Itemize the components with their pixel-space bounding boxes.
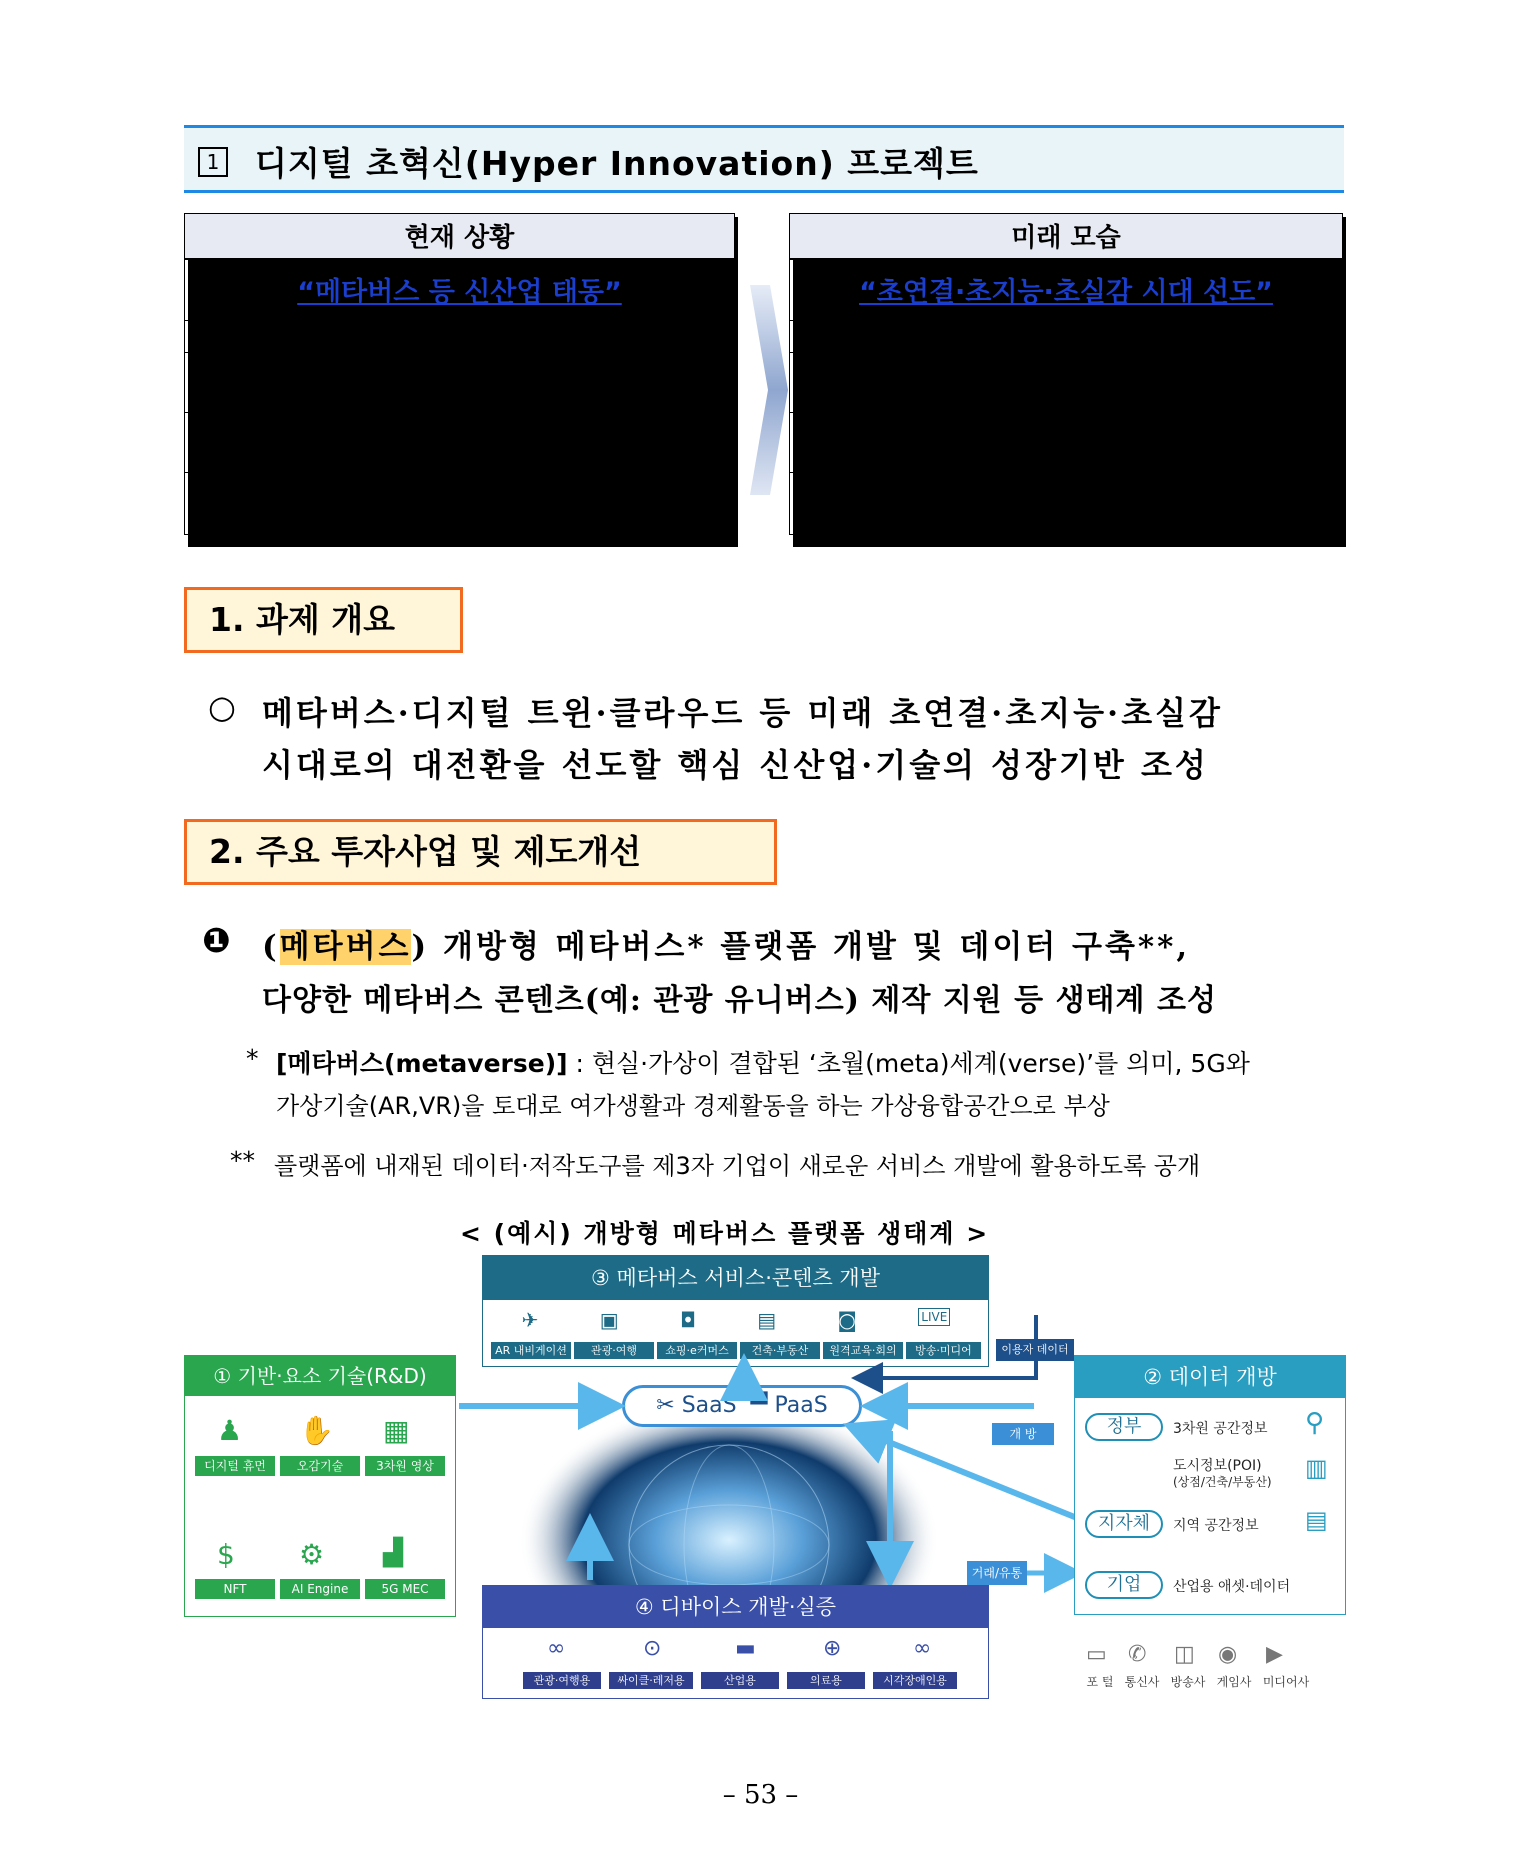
section-heading: 2. 주요 투자사업 및 제도개선 <box>184 819 777 885</box>
city-buildings-icon: ▥ <box>1305 1454 1328 1482</box>
data-item-sub: (상점/건축/부동산) <box>1173 1475 1272 1489</box>
data-item: 지역 공간정보 <box>1173 1518 1259 1534</box>
box-title: ② 데이터 개방 <box>1075 1356 1345 1398</box>
table-cell: 2,500개 <box>381 473 735 535</box>
monitor-icon: ▀ <box>750 1393 768 1418</box>
overview-line: 메타버스·디지털 트윈·클라우드 등 미래 초연결·초지능·초실감 <box>262 694 1223 732</box>
current-status-table <box>184 213 735 535</box>
overview-line: 시대로의 대전환을 선도할 핵심 신산업·기술의 성장기반 조성 <box>262 746 1209 784</box>
table-cell: 400개 <box>1067 413 1343 473</box>
chip: 3차원 영상 <box>365 1456 445 1476</box>
pill-label: 정부 <box>1085 1413 1163 1441</box>
pill-label: 기업 <box>1085 1571 1163 1599</box>
map-icon: ▤ <box>1305 1506 1328 1534</box>
footnote-mark: ** <box>230 1146 255 1175</box>
chip: 오감기술 <box>280 1456 360 1476</box>
box-title: ③ 메타버스 서비스·콘텐츠 개발 <box>483 1256 988 1300</box>
footnote-text: : 현실·가상이 결합된 ‘초월(meta)세계(verse)’를 의미, 5G와 <box>575 1049 1250 1078</box>
row-header: 공공이용 클라우드 서비스 <box>185 413 381 473</box>
game-controller-icon: ◉ <box>1218 1642 1238 1667</box>
table-header: 현재 상황 <box>185 214 735 259</box>
title-number-box: 1 <box>198 147 228 177</box>
row-header: 메타버스 전문기업 <box>185 353 381 413</box>
bullet-marker: ○ <box>208 688 239 726</box>
table-cell: 2,700개 <box>790 473 1067 535</box>
broadcast-icon: ◫ <box>1174 1642 1195 1667</box>
goggles-icon: ⊙ <box>643 1636 662 1661</box>
bottom-label: 미디어사 <box>1262 1675 1310 1689</box>
column-header: 성과지표 <box>185 321 381 353</box>
table-cell: 150개 <box>1067 353 1343 413</box>
device-box <box>482 1585 989 1699</box>
table-cell: 15개 <box>381 413 735 473</box>
luggage-icon: ▣ <box>599 1308 619 1332</box>
nft-coin-icon: $ <box>217 1538 235 1571</box>
chip: 관광·여행 <box>574 1342 654 1359</box>
portal-icon: ▭ <box>1086 1642 1107 1667</box>
chip: 의료용 <box>787 1672 865 1689</box>
chip: 방송·미디어 <box>906 1342 981 1359</box>
table-cell: 150개 <box>790 413 1067 473</box>
ai-engine-icon: ⚙ <box>299 1538 325 1571</box>
box-title: ① 기반·요소 기술(R&D) <box>185 1356 455 1396</box>
item-line: 다양한 메타버스 콘텐츠(예: 관광 유니버스) 제작 지원 등 생태계 조성 <box>262 983 1217 1018</box>
chip: AR 내비게이션 <box>491 1342 571 1359</box>
glasses-icon: ∞ <box>547 1636 566 1661</box>
five-senses-icon: ✋ <box>299 1414 334 1447</box>
phone-icon: ✆ <box>1128 1642 1147 1667</box>
footnote-line: 플랫폼에 내재된 데이터·저작도구를 제3자 기업이 새로운 서비스 개발에 활용하도록 공개 <box>274 1152 1201 1180</box>
vr-headset-icon: ▬ <box>735 1636 756 1661</box>
chip: 시각장애인용 <box>873 1672 957 1689</box>
ecosystem-diagram <box>184 1255 1344 1715</box>
chip: 싸이클·레저용 <box>609 1672 693 1689</box>
3d-video-icon: ▦ <box>383 1414 410 1447</box>
data-item: 산업용 애셋·데이터 <box>1173 1579 1291 1595</box>
column-header: ‘25년 <box>1067 321 1343 353</box>
row-header: 사물인터넷 기업 수 <box>185 473 381 535</box>
table-cell: 21개(‘19) <box>381 353 735 413</box>
box-title: ④ 디바이스 개발·실증 <box>483 1586 988 1628</box>
chip: 쇼핑·e커머스 <box>657 1342 737 1359</box>
item-marker: ❶ <box>202 921 234 961</box>
diagram-caption: < (예시) 개방형 메타버스 플랫폼 생태계 > <box>460 1219 990 1248</box>
saas-label: SaaS <box>681 1393 737 1418</box>
column-header: ‘22년 <box>790 321 1067 353</box>
footnote-term: [메타버스(metaverse)] <box>276 1049 568 1078</box>
transition-arrow-icon <box>748 285 790 495</box>
bottom-label: 포 털 <box>1086 1675 1114 1689</box>
smart-glasses-icon: ∞ <box>913 1636 932 1661</box>
user-data-label: 이용자 데이터 <box>996 1339 1074 1361</box>
location-pin-icon: ⚲ <box>1305 1408 1325 1438</box>
footnote-mark: * <box>246 1044 259 1073</box>
footnote-line <box>276 1044 1250 1080</box>
slogan: “초연결·초지능·초실감 시대 선도” <box>790 259 1343 321</box>
highlight-term: 메타버스 <box>279 929 412 965</box>
bottom-label: 방송사 <box>1170 1675 1206 1689</box>
building-icon: ▤ <box>757 1308 777 1332</box>
chip: NFT <box>195 1579 275 1599</box>
chip: 원격교육·회의 <box>823 1342 903 1359</box>
data-item: 3차원 공간정보 <box>1173 1421 1268 1437</box>
page-number: – 53 – <box>722 1780 799 1810</box>
slogan: “메타버스 등 신산업 태동” <box>185 259 735 321</box>
table-cell: 3,100개 <box>1067 473 1343 535</box>
section-heading: 1. 과제 개요 <box>184 587 463 653</box>
chip: 산업용 <box>701 1672 779 1689</box>
conference-icon: ◙ <box>837 1308 857 1332</box>
paas-label: PaaS <box>774 1393 828 1418</box>
future-vision-table <box>789 213 1343 535</box>
trade-label: 거래/유통 <box>967 1561 1027 1585</box>
bottom-label: 통신사 <box>1124 1675 1160 1689</box>
table-header: 미래 모습 <box>790 214 1343 259</box>
page-title: 디지털 초혁신(Hyper Innovation) 프로젝트 <box>255 144 979 183</box>
footnote-line: 가상기술(AR,VR)을 토대로 여가생활과 경제활동을 하는 가상융합공간으로 부상 <box>276 1092 1110 1120</box>
column-header: ‘20년 <box>381 321 735 353</box>
item-text: 개방형 메타버스* 플랫폼 개발 및 데이터 구축**, <box>442 929 1191 965</box>
chip: 관광·여행용 <box>523 1672 601 1689</box>
digital-human-icon: ♟ <box>217 1414 243 1447</box>
play-icon: ▶ <box>1266 1642 1283 1667</box>
table-cell: 56개 <box>790 353 1067 413</box>
data-open-box <box>1074 1355 1346 1615</box>
tools-icon: ✂ <box>656 1393 675 1418</box>
chip: 5G MEC <box>365 1579 445 1599</box>
5g-signal-icon: ▟ <box>383 1538 403 1568</box>
open-label: 개 방 <box>992 1423 1054 1445</box>
chip: 디지털 휴먼 <box>195 1456 275 1476</box>
shopping-bag-icon: ◘ <box>680 1308 696 1332</box>
pill-label: 지자체 <box>1085 1510 1163 1538</box>
item-line: (메타버스) 개방형 메타버스* 플랫폼 개발 및 데이터 구축**, <box>262 929 1191 965</box>
ar-navigation-icon: ✈ <box>521 1308 539 1332</box>
bottom-label: 게임사 <box>1216 1675 1252 1689</box>
medical-glasses-icon: ⊕ <box>823 1636 842 1661</box>
chip: 건축·부동산 <box>740 1342 820 1359</box>
data-item: 도시정보(POI) <box>1173 1458 1262 1474</box>
chip: AI Engine <box>280 1579 360 1599</box>
live-icon: LIVE <box>918 1308 950 1326</box>
